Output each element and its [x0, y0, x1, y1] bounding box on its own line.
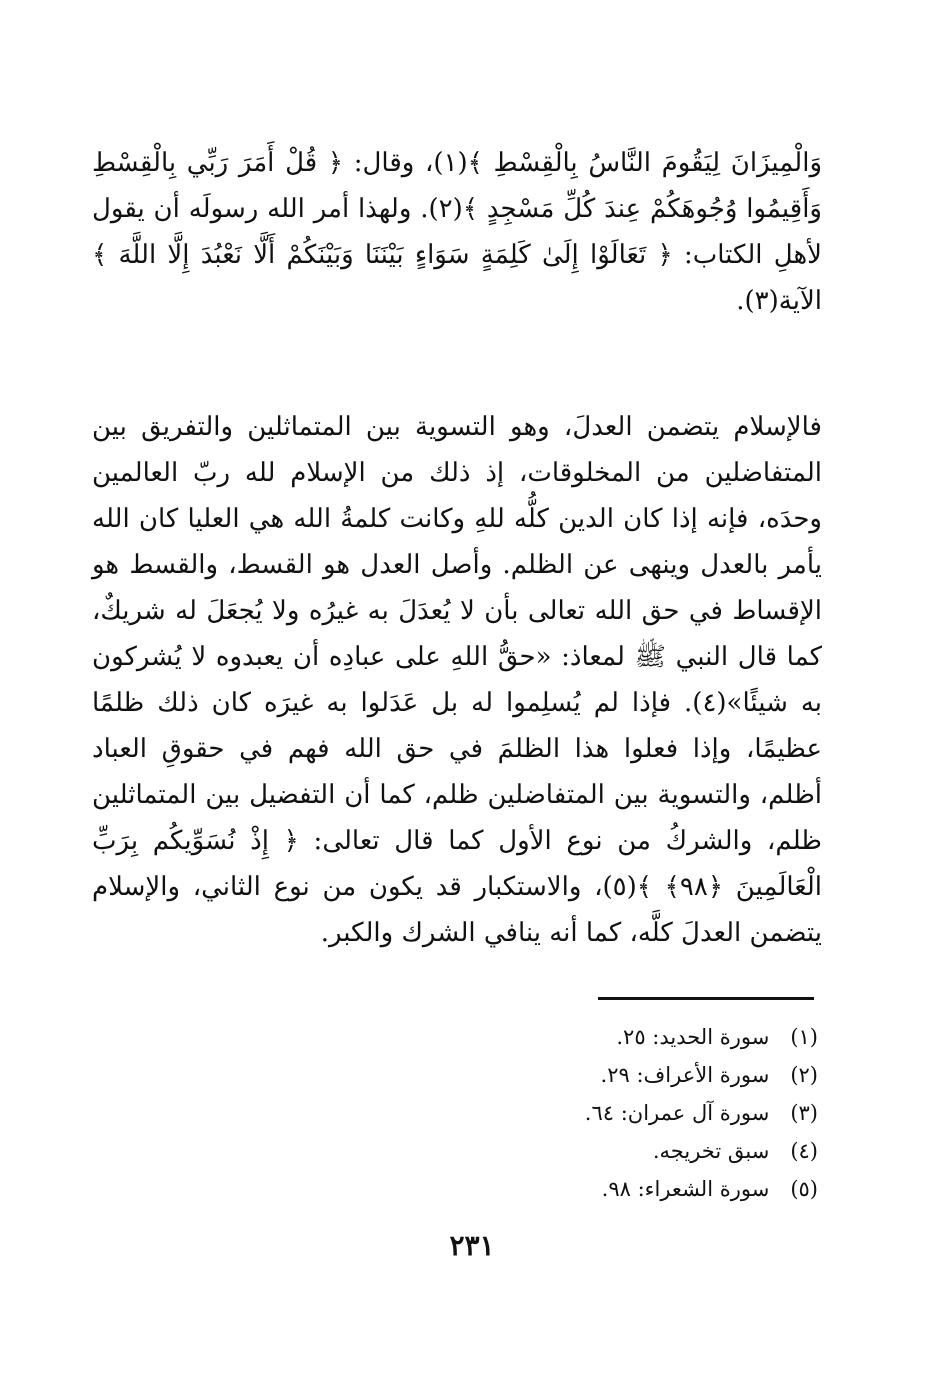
footnote-text: سورة الشعراء: ٩٨.	[601, 1177, 770, 1201]
page-number: ٢٣١	[449, 1229, 495, 1262]
footnote-number: (٢)	[790, 1063, 818, 1087]
paragraph-islam-justice: فالإسلام يتضمن العدلَ، وهو التسوية بين المتماثلين والتفريق بين المتفاضلين من المخلوقات، إذ ذلك من الإسلام لله ربّ العالمين وحدَه، فإنه إذا كان الدين كلُّه للهِ وكانت كلمةُ الله هي العليا كان الله يأمر بالعدل وينهى عن الظلم. وأصل العدل هو القسط، والقسط هو الإقساط في حق الله تعالى بأن لا يُعدَلَ به غيرُه ولا يُجعَلَ له شريكٌ، كما قال النبي ﷺ لمعاذ: «حقُّ اللهِ على عبادِه أن يعبدوه لا يُشركون به شيئًا»(٤). فإذا لم يُسلِموا له بل عَدَلوا به غيرَه كان ذلك ظلمًا عظيمًا، وإذا فعلوا هذا الظلمَ في حق الله فهم في حقوقِ العباد أظلم، والتسوية بين المتفاضلين ظلم، كما أن التفضيل بين المتماثلين ظلم، والشركُ من نوع الأول كما قال تعالى: ﴿ إِذْ نُسَوِّيكُم بِرَبِّ الْعَالَمِينَ ﴿٩٨﴾ ﴾(٥)، والاستكبار قد يكون من نوع الثاني، والإسلام يتضمن العدلَ كلَّه، كما أنه ينافي الشرك والكبر.	[92, 412, 823, 948]
footnote-item	[400, 1170, 818, 1208]
footnote-divider	[598, 997, 814, 1000]
paragraph-quran-verses: وَالْمِيزَانَ لِيَقُومَ النَّاسُ بِالْقِسْطِ ﴾(١)، وقال: ﴿ قُلْ أَمَرَ رَبِّي بِالْقِسْطِ وَأَقِيمُوا وُجُوهَكُمْ عِندَ كُلِّ مَسْجِدٍ ﴾(٢). ولهذا أمر الله رسولَه أن يقول لأهلِ الكتاب: ﴿ تَعَالَوْا إِلَىٰ كَلِمَةٍ سَوَاءٍ بَيْنَنَا وَبَيْنَكُمْ أَلَّا نَعْبُدَ إِلَّا اللَّهَ ﴾ الآية(٣).	[92, 148, 822, 316]
footnote-text: سورة الأعراف: ٢٩.	[600, 1063, 770, 1087]
footnote-text: سورة آل عمران: ٦٤.	[584, 1101, 770, 1125]
footnote-number: (٤)	[790, 1139, 818, 1163]
footnote-number: (٣)	[790, 1101, 818, 1125]
footnote-number: (١)	[790, 1025, 818, 1049]
footnote-item	[400, 1018, 818, 1056]
footnote-item	[400, 1094, 818, 1132]
footnote-number: (٥)	[790, 1177, 818, 1201]
footnotes-list	[400, 1018, 818, 1208]
footnote-item	[400, 1132, 818, 1170]
footnote-text: سبق تخريجه.	[652, 1139, 770, 1163]
footnote-item	[400, 1056, 818, 1094]
footnote-text: سورة الحديد: ٢٥.	[616, 1025, 770, 1049]
